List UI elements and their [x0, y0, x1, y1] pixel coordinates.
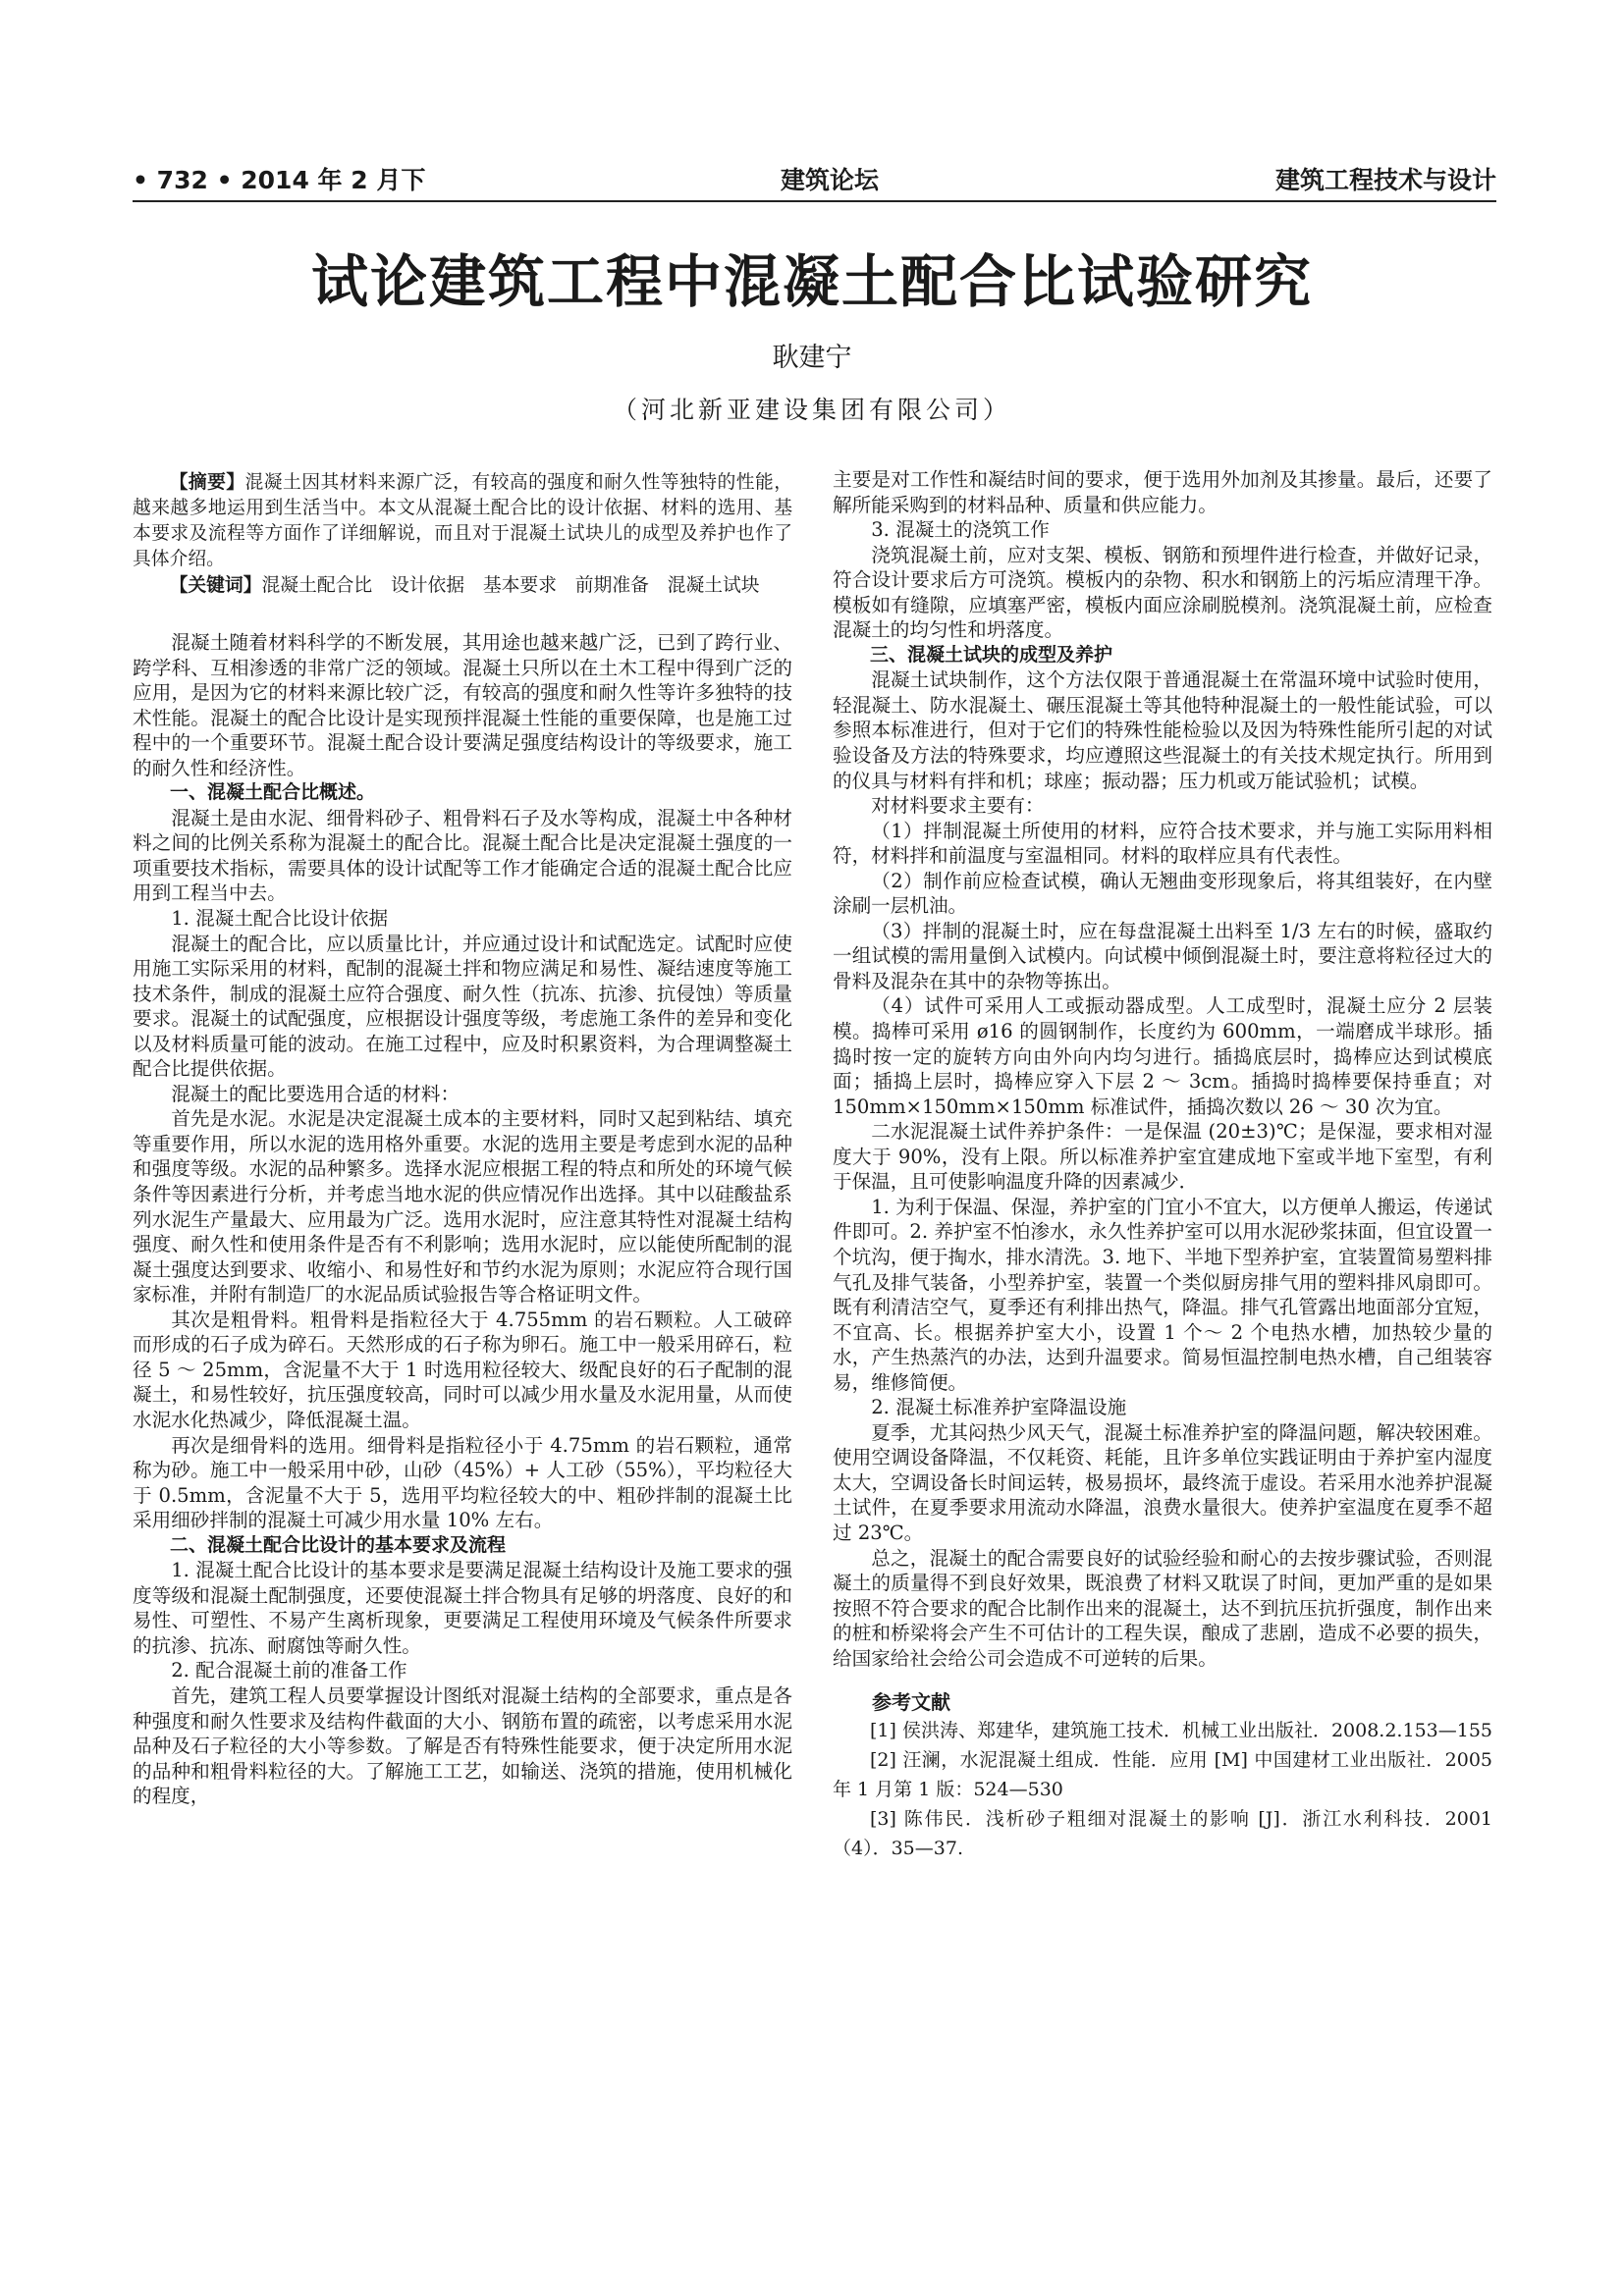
section-heading: 二、混凝土配合比设计的基本要求及流程 [170, 1533, 507, 1556]
column-name: 建筑工程技术与设计 [1274, 166, 1496, 194]
section-heading: 一、混凝土配合比概述。 [170, 781, 376, 804]
spacer [133, 599, 792, 630]
page-info: • 732 • 2014 年 2 月下 [133, 166, 426, 194]
left-column [133, 469, 792, 1809]
paragraph: 混凝土随着材料科学的不断发展，其用途也越来越广泛，已到了跨行业、跨学科、互相渗透的非常广泛的领域。混凝土只所以在土木工程中得到广泛的应用，是因为它的材料来源比较广泛，有较高的强度和耐久性等许多独特的技术性能。混凝土的配合比设计是实现预拌混凝土性能的重要保障，也是施工过程中的一个重要环节。混凝土配合设计要满足强度结构设计的等级要求，施工的耐久性和经济性。 [133, 631, 792, 779]
paragraph: 二水泥混凝土试件养护条件：一是保温 (20±3)℃；是保湿，要求相对湿度大于 90%，没有上限。所以标准养护室宜建成地下室或半地下室型，有利于保温，且可使影响温度升降的因素减少． [833, 1120, 1492, 1194]
abstract-text: 混凝土因其材料来源广泛，有较高的强度和耐久性等独特的性能，越来越多地运用到生活当中。本文从混凝土配合比的设计依据、材料的选用、基本要求及流程等方面作了详细解说，而且对于混凝土试块儿的成型及养护也作了具体介绍。 [133, 472, 792, 569]
paragraph: 浇筑混凝土前，应对支架、模板、钢筋和预埋件进行检查，并做好记录，符合设计要求后方可浇筑。模板内的杂物、积水和钢筋上的污垢应清理干净。模板如有缝隙，应填塞严密，模板内面应涂刷脱模剂。浇筑混凝土前，应检查混凝土的均匀性和坍落度。 [833, 543, 1492, 642]
keywords [133, 572, 792, 599]
subsection-heading: 3. 混凝土的浇筑工作 [871, 518, 1050, 542]
abstract [133, 469, 792, 572]
paragraph: 混凝土试块制作，这个方法仅限于普通混凝土在常温环境中试验时使用，轻混凝土、防水混凝土、碾压混凝土等其他特种混凝土的一般性能试验，可以参照本标准进行，但对于它们的特殊性能检验以及因为特殊性能所引起的对试验设备及方法的特殊要求，均应遵照这些混凝土的有关技术规定执行。所用到的仪具与材料有拌和机；球座；振动器；压力机或万能试验机；试模。 [833, 668, 1492, 792]
right-column [833, 467, 1492, 1863]
abstract-label: 【摘要】 [169, 471, 245, 493]
paragraph: 混凝土是由水泥、细骨料砂子、粗骨料石子及水等构成，混凝土中各种材料之间的比例关系称为混凝土的配合比。混凝土配合比是决定混凝土强度的一项重要技术指标，需要具体的设计试配等工作才能确定合适的混凝土配合比应用到工程当中去。 [133, 806, 792, 905]
affiliation: （河北新亚建设集团有限公司） [612, 396, 1011, 424]
paragraph: （3）拌制的混凝土时，应在每盘混凝土出料至 1/3 左右的时候，盛取约一组试模的需用量倒入试模内。向试模中倾倒混凝土时，要注意将粒径过大的骨料及混杂在其中的杂物等拣出。 [833, 919, 1492, 992]
reference-item: [3] 陈伟民．浅析砂子粗细对混凝土的影响 [J]．浙江水利科技．2001（4）．35—37. [833, 1807, 1492, 1859]
keywords-text: 混凝土配合比 设计依据 基本要求 前期准备 混凝土试块 [261, 575, 760, 596]
paragraph: 其次是粗骨料。粗骨料是指粒径大于 4.755mm 的岩石颗粒。人工破碎而形成的石子成为碎石。天然形成的石子称为卵石。施工中一般采用碎石，粒径 5 ～ 25mm，含泥量不大于 1 时选用粒径较大、级配良好的石子配制的混凝土，和易性较好，抗压强度较高，同时可以减少用水量及水泥用量，从而使水泥水化热减少，降低混凝土温。 [133, 1308, 792, 1431]
paragraph: 混凝土的配合比，应以质量比计，并应通过设计和试配选定。试配时应使用施工实际采用的材料，配制的混凝土拌和物应满足和易性、凝结速度等施工技术条件，制成的混凝土应符合强度、耐久性（抗冻、抗渗、抗侵蚀）等质量要求。混凝土的试配强度，应根据设计强度等级，考虑施工条件的差异和变化以及材料质量可能的波动。在施工过程中，应及时积累资料，为合理调整凝土配合比提供依据。 [133, 932, 792, 1081]
paragraph: 1. 为利于保温、保湿，养护室的门宜小不宜大，以方便单人搬运，传递试件即可。2. 养护室不怕渗水，永久性养护室可以用水泥砂浆抹面，但宜设置一个坑沟，便于掏水，排水清洗。3. 地下、半地下型养护室，宜装置简易塑料排气孔及排气装备，小型养护室，装置一个类似厨房排气用的塑料排风扇即可。既有利清洁空气，夏季还有利排出热气，降温。排气孔管露出地面部分宜短，不宜高、长。根据养护室大小，设置 1 个～ 2 个电热水槽，加热较少量的水，产生热蒸汽的办法，达到升温要求。简易恒温控制电热水槽，自己组装容易，维修简便。 [833, 1195, 1492, 1394]
paragraph: 再次是细骨料的选用。细骨料是指粒径小于 4.75mm 的岩石颗粒，通常称为砂。施工中一般采用中砂，山砂（45%）+ 人工砂（55%），平均粒径大于 0.5mm，含泥量不大于 5，选用平均粒径较大的中、粗砂拌制的混凝土比采用细砂拌制的混凝土可减少用水量 10% 左右。 [133, 1433, 792, 1532]
subsection-heading: 1. 混凝土配合比设计依据 [171, 907, 389, 931]
author: 耿建宁 [772, 343, 852, 373]
paragraph: 首先，建筑工程人员要掌握设计图纸对混凝土结构的全部要求，重点是各种强度和耐久性要求及结构件截面的大小、钢筋布置的疏密，以考虑采用水泥品种及石子粒径的大小等参数。了解是否有特殊性能要求，便于决定所用水泥的品种和粗骨料粒径的大。了解施工工艺，如输送、浇筑的措施，使用机械化的程度， [133, 1683, 792, 1808]
paragraph: （2）制作前应检查试模，确认无翘曲变形现象后，将其组装好，在内壁涂刷一层机油。 [833, 869, 1492, 918]
reference-item: [1] 侯洪涛、郑建华，建筑施工技术．机械工业出版社．2008.2.153—155 [870, 1719, 1493, 1741]
keywords-label: 【关键词】 [169, 574, 262, 596]
article-title: 试论建筑工程中混凝土配合比试验研究 [310, 248, 1313, 315]
paragraph: 总之，混凝土的配合需要良好的试验经验和耐心的去按步骤试验，否则混凝土的质量得不到良好效果，既浪费了材料又耽误了时间，更加严重的是如果按照不符合要求的配合比制作出来的混凝土，达不到抗压抗折强度，制作出来的桩和桥梁将会产生不可估计的工程失误，酿成了悲剧，造成不必要的损失，给国家给社会给公司会造成不可逆转的后果。 [833, 1546, 1492, 1670]
paragraph: 1. 混凝土配合比设计的基本要求是要满足混凝土结构设计及施工要求的强度等级和混凝土配制强度，还要使混凝土拌合物具有足够的坍落度、良好的和易性、可塑性、不易产生离析现象，更要满足工程使用环境及气候条件所要求的抗渗、抗冻、耐腐蚀等耐久性。 [133, 1559, 792, 1657]
paragraph: 夏季，尤其闷热少风天气，混凝土标准养护室的降温问题，解决较困难。使用空调设备降温，不仅耗资、耗能，且许多单位实践证明由于养护室内湿度太大，空调设备长时间运转，极易损坏，最终流于虚设。若采用水池养护混凝土试件，在夏季要求用流动水降温，浪费水量很大。使养护室温度在夏季不超过 23℃。 [833, 1420, 1492, 1544]
paragraph: 主要是对工作性和凝结时间的要求，便于选用外加剂及其掺量。最后，还要了解所能采购到的材料品种、质量和供应能力。 [833, 468, 1492, 516]
paragraph: 首先是水泥。水泥是决定混凝土成本的主要材料，同时又起到粘结、填充等重要作用，所以水泥的选用格外重要。水泥的选用主要是考虑到水泥的品种和强度等级。水泥的品种繁多。选择水泥应根据工程的特点和所处的环境气候条件等因素进行分析，并考虑当地水泥的供应情况作出选择。其中以硅酸盐系列水泥生产量最大、应用最为广泛。选用水泥时，应注意其特性对混凝土结构强度、耐久性和使用条件是否有不利影响；选用水泥时，应以能使所配制的混凝土强度达到要求、收缩小、和易性好和节约水泥为原则；水泥应符合现行国家标准，并附有制造厂的水泥品质试验报告等合格证明文件。 [133, 1107, 792, 1307]
journal-name: 建筑论坛 [781, 166, 880, 194]
paragraph: （1）拌制混凝土所使用的材料，应符合技术要求，并与施工实际用料相符，材料拌和前温度与室温相同。材料的取样应具有代表性。 [833, 819, 1492, 868]
paragraph: 混凝土的配比要选用合适的材料： [171, 1082, 460, 1105]
references-heading: 参考文献 [872, 1690, 950, 1715]
subsection-heading: 2. 混凝土标准养护室降温设施 [871, 1396, 1127, 1419]
paragraph: 对材料要求主要有： [871, 794, 1045, 818]
subsection-heading: 2. 配合混凝土前的准备工作 [171, 1659, 407, 1682]
reference-item: [2] 汪澜，水泥混凝土组成．性能．应用 [M] 中国建材工业出版社．2005 年 1 月第 1 版：524—530 [833, 1748, 1492, 1800]
page-header [133, 157, 1496, 202]
section-heading: 三、混凝土试块的成型及养护 [870, 643, 1113, 666]
paragraph: （4）试件可采用人工或振动器成型。人工成型时，混凝土应分 2 层装模。捣棒可采用 ø16 的圆钢制作，长度约为 600mm，一端磨成半球形。插捣时按一定的旋转方向由外向内均匀进行。插捣底层时，捣棒应达到试模底面；插捣上层时，捣棒应穿入下层 2 ～ 3cm。插捣时捣棒要保持垂直；对 150mm×150mm×150mm 标准试件，插捣次数以 26 ～ 30 次为宜。 [833, 994, 1492, 1118]
